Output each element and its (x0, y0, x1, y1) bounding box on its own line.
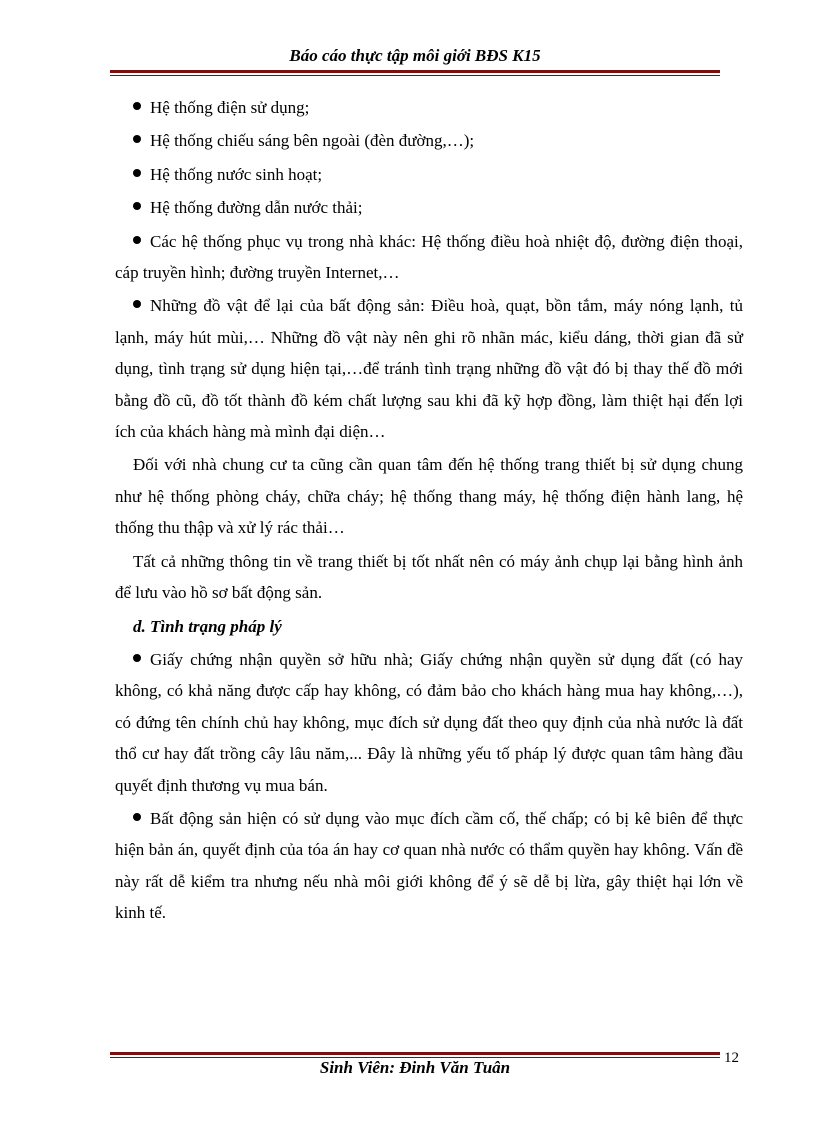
page-number: 12 (724, 1050, 739, 1066)
page-header-title: Báo cáo thực tập môi giới BĐS K15 (289, 46, 541, 65)
bullet-icon (133, 654, 141, 662)
bullet-icon (133, 135, 141, 143)
list-item: Hệ thống điện sử dụng; (115, 92, 743, 123)
section-heading: d. Tình trạng pháp lý (133, 616, 282, 636)
paragraph: Tất cả những thông tin về trang thiết bị tốt nhất nên có máy ảnh chụp lại bằng hình ảnh để lưu vào hồ sơ bất động sản. (115, 551, 743, 603)
list-item: Bất động sản hiện có sử dụng vào mục đích cầm cố, thế chấp; có bị kê biên để thực hiện bản án, quyết định của tóa án hay cơ quan nhà nước có thẩm quyền hay không. Vấn đề này rất dễ kiểm tra nhưng nếu nhà môi giới không để ý sẽ dễ bị lừa, gây thiệt hại lớn về kinh tế. (115, 808, 743, 923)
bullet-icon (133, 169, 141, 177)
list-item: Hệ thống chiếu sáng bên ngoài (đèn đường,…); (115, 125, 743, 156)
bullet-icon (133, 202, 141, 210)
document-body (115, 92, 743, 931)
list-item: Hệ thống đường dẫn nước thải; (115, 192, 743, 223)
list-item: Các hệ thống phục vụ trong nhà khác: Hệ thống điều hoà nhiệt độ, đường điện thoại, cáp truyền hình; đường truyền Internet,… (115, 231, 743, 283)
list-item: Giấy chứng nhận quyền sở hữu nhà; Giấy chứng nhận quyền sử dụng đất (có hay không, có khả năng được cấp hay không, có đảm bảo cho khách hàng mua hay không,…), có đứng tên chính chủ hay không, mục đích sử dụng đất theo quy định của nhà nước là đất thổ cư hay đất trồng cây lâu năm,... Đây là những yếu tố pháp lý được quan tâm hàng đầu quyết định thương vụ mua bán. (115, 649, 743, 795)
list-item: Hệ thống nước sinh hoạt; (115, 159, 743, 190)
bullet-icon (133, 300, 141, 308)
list-item: Những đồ vật để lại của bất động sản: Điều hoà, quạt, bồn tắm, máy nóng lạnh, tủ lạnh, máy hút mùi,… Những đồ vật này nên ghi rõ nhãn mác, kiểu dáng, thời gian đã sử dụng, tình trạng sử dụng hiện tại,…để tránh tình trạng những đồ vật đó bị thay thế đồ mới bằng đồ cũ, đồ tốt thành đồ kém chất lượng sau khi đã kỹ hợp đồng, làm thiệt hại đến lợi ích của khách hàng mà mình đại diện… (115, 296, 743, 442)
footer-author: Sinh Viên: Đinh Văn Tuân (319, 1058, 511, 1077)
bullet-icon (133, 813, 141, 821)
bullet-icon (133, 236, 141, 244)
header-rule (110, 70, 720, 76)
paragraph: Đối với nhà chung cư ta cũng cần quan tâm đến hệ thống trang thiết bị sử dụng chung như hệ thống phòng cháy, chữa cháy; hệ thống thang máy, hệ thống điện hành lang, hệ thống thu thập và xử lý rác thải… (115, 455, 743, 538)
bullet-icon (133, 102, 141, 110)
